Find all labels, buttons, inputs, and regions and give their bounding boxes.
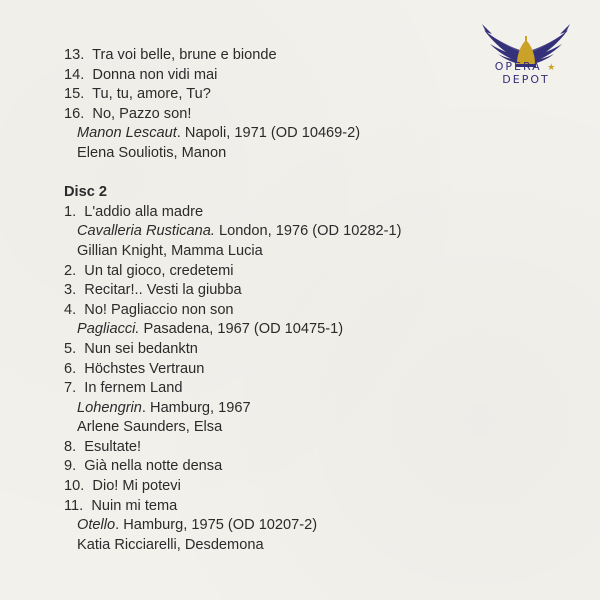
logo-star-icon: ★: [547, 63, 558, 73]
track-list: [64, 46, 402, 555]
list-item: 10. Dio! Mi potevi: [64, 478, 181, 495]
list-item: 8. Esultate!: [64, 438, 142, 455]
list-item: 14. Donna non vidi mai: [64, 66, 218, 83]
list-item: 4. No! Pagliaccio non son: [64, 301, 234, 318]
list-item: 16. No, Pazzo son!: [64, 105, 192, 122]
list-item: 7. In fernem Land: [64, 380, 183, 397]
logo-wordmark: [476, 60, 576, 86]
spacer: [64, 164, 402, 184]
list-item: 9. Già nella notte densa: [64, 458, 223, 475]
disc-heading: Disc 2: [64, 184, 107, 201]
list-item: 11. Nuin mi tema: [64, 497, 178, 514]
recording-source: Pagliacci. Pasadena, 1967 (OD 10475-1): [77, 321, 344, 338]
recording-cast: Katia Ricciarelli, Desdemona: [77, 536, 264, 553]
list-item: 1. L'addio alla madre: [64, 203, 204, 220]
list-item: 6. Höchstes Vertraun: [64, 360, 205, 377]
recording-source: Manon Lescaut. Napoli, 1971 (OD 10469-2): [77, 125, 361, 142]
list-item: 3. Recitar!.. Vesti la giubba: [64, 282, 242, 299]
recording-cast: Arlene Saunders, Elsa: [77, 419, 223, 436]
recording-cast: Elena Souliotis, Manon: [77, 144, 227, 161]
list-item: 5. Nun sei bedanktn: [64, 340, 198, 357]
recording-source: Cavalleria Rusticana. London, 1976 (OD 10282-1): [77, 223, 402, 240]
right-wing-icon: [532, 24, 570, 64]
left-wing-icon: [482, 24, 520, 64]
list-item: 2. Un tal gioco, credetemi: [64, 262, 234, 279]
list-item: 15. Tu, tu, amore, Tu?: [64, 86, 211, 103]
recording-cast: Gillian Knight, Mamma Lucia: [77, 242, 263, 259]
logo-text-left: OPERA: [494, 60, 542, 73]
list-item: 13. Tra voi belle, brune e bionde: [64, 47, 277, 63]
recording-source: Lohengrin. Hamburg, 1967: [77, 399, 251, 416]
recording-source: Otello. Hamburg, 1975 (OD 10207-2): [77, 517, 318, 534]
logo-text-right: DEPOT: [502, 73, 550, 86]
